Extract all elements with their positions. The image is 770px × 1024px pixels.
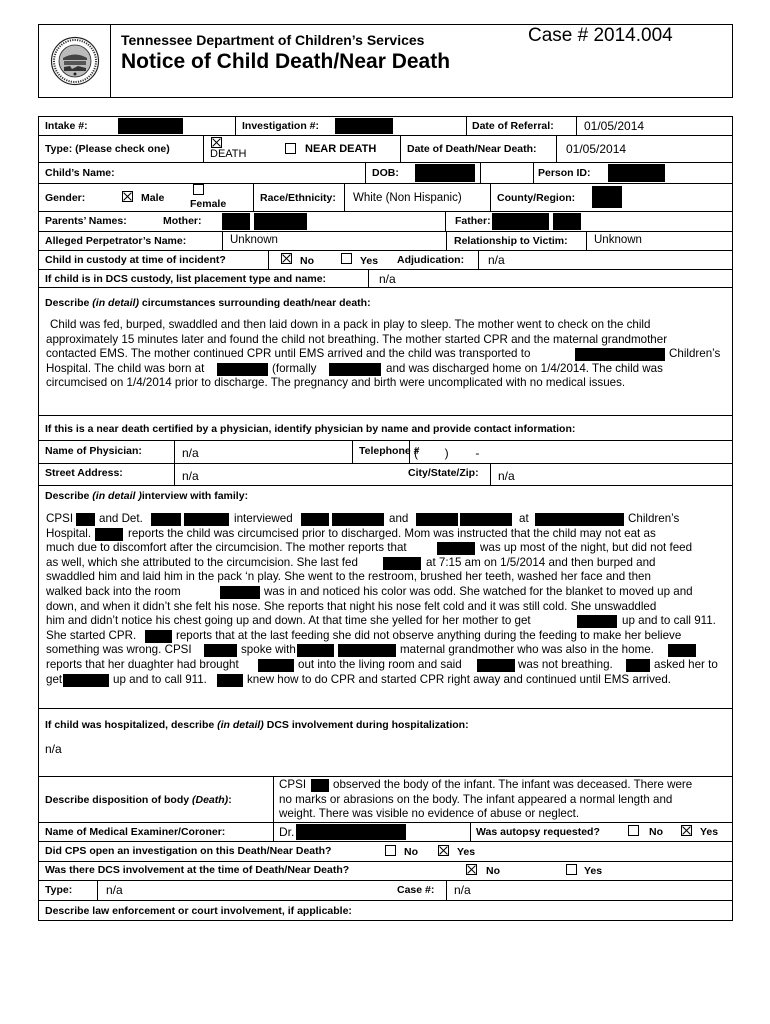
race-value[interactable]: White (Non Hispanic): [353, 192, 462, 204]
dcs-no-checkbox[interactable]: [466, 864, 477, 875]
redacted-name: [577, 615, 617, 628]
redacted-father-first: [492, 213, 549, 230]
death-checkbox[interactable]: [211, 137, 222, 148]
redacted-interviewee-2b: [460, 513, 512, 526]
redacted-county: [592, 186, 622, 208]
redacted-cpsi-name: [311, 779, 329, 792]
redacted-name: [220, 586, 260, 599]
cps-no-label: No: [404, 846, 418, 858]
mother-label: Mother:: [163, 215, 202, 227]
redacted-name: [145, 630, 172, 643]
referral-date-value[interactable]: 01/05/2014: [584, 119, 645, 133]
autopsy-label: Was autopsy requested?: [476, 826, 600, 838]
parents-label: Parents’ Names:: [45, 215, 127, 227]
perpetrator-label: Alleged Perpetrator’s Name:: [45, 235, 187, 247]
type-label: Type: (Please check one): [45, 143, 170, 155]
redacted-name: [204, 644, 237, 657]
circumstances-label: Describe (in detail) circumstances surrounding death/near death:: [45, 297, 371, 309]
city-state-zip-value[interactable]: n/a: [498, 469, 515, 483]
type-row-value[interactable]: n/a: [106, 883, 123, 897]
redacted-detective-name-2: [184, 513, 229, 526]
custody-no-checkbox[interactable]: [281, 253, 292, 264]
department-name: Tennessee Department of Children’s Services: [121, 32, 425, 48]
cps-yes-checkbox[interactable]: [438, 845, 449, 856]
disposition-text[interactable]: CPSI observed the body of the infant. The infant was deceased. There were no marks or abrasions on the body. The infant appeared a normal length and weight. There was visible no evidence of abuse or neglect.: [279, 778, 693, 821]
cps-investigation-label: Did CPS open an investigation on this Death/Near Death?: [45, 845, 332, 857]
telephone-label: Telephone #: [359, 445, 420, 457]
redacted-name: [383, 557, 421, 570]
redacted-name: [217, 674, 243, 687]
redacted-interviewee-2a: [416, 513, 458, 526]
redacted-former-hospital: [329, 363, 381, 376]
medical-examiner-prefix: Dr.: [279, 825, 295, 839]
dcs-no-label: No: [486, 865, 500, 877]
redacted-mother-first: [222, 213, 250, 230]
autopsy-yes-checkbox[interactable]: [681, 825, 692, 836]
redacted-name: [297, 644, 334, 657]
redacted-cpsi-name: [76, 513, 95, 526]
redacted-name: [338, 644, 396, 657]
medical-examiner-label: Name of Medical Examiner/Coroner:: [45, 826, 226, 838]
redacted-medical-examiner: [296, 824, 406, 840]
disposition-label: Describe disposition of body (Death):: [45, 794, 232, 806]
hospitalization-value[interactable]: n/a: [45, 742, 62, 756]
telephone-value[interactable]: ( ) -: [414, 446, 480, 460]
redacted-mother-last: [254, 213, 307, 230]
county-label: County/Region:: [497, 192, 576, 204]
redacted-investigation-number: [335, 118, 393, 134]
custody-label: Child in custody at time of incident?: [45, 254, 226, 266]
type-row-label: Type:: [45, 884, 73, 896]
redacted-interviewee-1b: [332, 513, 384, 526]
intake-label: Intake #:: [45, 120, 88, 132]
death-label: DEATH: [210, 148, 247, 160]
cps-no-checkbox[interactable]: [385, 845, 396, 856]
dcs-involvement-label: Was there DCS involvement at the time of Death/Near Death?: [45, 864, 350, 876]
gender-label: Gender:: [45, 192, 86, 204]
male-label: Male: [141, 192, 165, 204]
case-row-value[interactable]: n/a: [454, 883, 471, 897]
hospitalization-label: If child was hospitalized, describe (in detail) DCS involvement during hospitalization:: [45, 719, 469, 731]
redacted-birth-hospital: [217, 363, 268, 376]
interview-label: Describe (in detail )interview with family:: [45, 490, 249, 502]
adjudication-value[interactable]: n/a: [488, 253, 505, 267]
investigation-label: Investigation #:: [242, 120, 320, 132]
referral-date-label: Date of Referral:: [472, 120, 554, 132]
near-death-label: NEAR DEATH: [305, 143, 377, 155]
perpetrator-value[interactable]: Unknown: [230, 234, 278, 246]
case-row-label: Case #:: [397, 884, 435, 896]
relationship-label: Relationship to Victim:: [454, 235, 568, 247]
placement-label: If child is in DCS custody, list placement type and name:: [45, 273, 327, 285]
placement-value[interactable]: n/a: [379, 272, 396, 286]
redacted-name: [626, 659, 650, 672]
circumstances-text[interactable]: Child was fed, burped, swaddled and then laid down in a pack in play to sleep. The mother went to check on the child approximately 15 minutes later and found the child not breathing. The mother started CPR and the maternal grandmother contacted EMS. The mother continued CPR until EMS arrived and the child was transported to Children’s Hospital. The child was born at (formally and was discharged home on 1/4/2014. The child was circumcised on 1/4/2014 prior to discharge. The pregnancy and birth were uncomplicated with no medical issues.: [46, 318, 721, 390]
relationship-value[interactable]: Unknown: [594, 234, 642, 246]
street-address-value[interactable]: n/a: [182, 469, 199, 483]
tennessee-state-seal-icon: [50, 36, 100, 86]
female-checkbox[interactable]: [193, 184, 204, 195]
redacted-interview-hospital: [535, 513, 624, 526]
redacted-interviewee-1a: [301, 513, 329, 526]
redacted-father-last: [553, 213, 581, 230]
dcs-yes-checkbox[interactable]: [566, 864, 577, 875]
city-state-zip-label: City/State/Zip:: [408, 467, 479, 479]
child-name-label: Child’s Name:: [45, 167, 115, 179]
autopsy-yes-label: Yes: [700, 826, 719, 838]
physician-name-value[interactable]: n/a: [182, 446, 199, 460]
near-death-physician-label: If this is a near death certified by a physician, identify physician by name and provide contact information:: [45, 423, 576, 435]
redacted-intake-number: [118, 118, 183, 134]
form-title: Notice of Child Death/Near Death: [121, 50, 451, 73]
race-label: Race/Ethnicity:: [260, 192, 336, 204]
redacted-person-id: [608, 164, 665, 182]
redacted-name: [258, 659, 294, 672]
death-date-value[interactable]: 01/05/2014: [566, 142, 627, 156]
custody-yes-label: Yes: [360, 255, 379, 267]
redacted-dob: [415, 164, 475, 182]
redacted-name: [437, 542, 475, 555]
redacted-name: [477, 659, 515, 672]
dob-label: DOB:: [372, 167, 399, 179]
interview-text[interactable]: CPSI and Det. interviewed and at Children’s Hospital. reports the child was circumcised prior to discharged. Mom was instructed that the child may not eat as much due to discomfort after the circumcision. The mother reports that was up most of the night, but did not feed as well, which she attributed to the circumcision. She last fed at 7:15 am on 1/5/2014 and then burped and swaddled him and laid him in the pack ‘n play. She went to the restroom, brushed her teeth, washed her face and then walked back into the room was in and noticed his color was odd. She watched for the blanket to moved up and down, and when it didn’t she felt his nose. She reports that night his nose felt cold and it was still cold. She unswaddled him and didn’t notice his chest going up and down. At that time she yelled for her mother to get up and to call 911. She started CPR. reports that at the last feeding she did not observe anything during the feeding to make her believe something was wrong. CPSI spoke with maternal grandmother who was also in the home. reports that her duaghter had brought out into the living room and said was not breathing. asked her to get up and to call 911. knew how to do CPR and started CPR right away and continued until EMS arrived.: [46, 512, 718, 686]
near-death-checkbox[interactable]: [285, 143, 296, 154]
male-checkbox[interactable]: [122, 191, 133, 202]
dcs-yes-label: Yes: [584, 865, 603, 877]
physician-name-label: Name of Physician:: [45, 445, 142, 457]
autopsy-no-label: No: [649, 826, 663, 838]
female-label: Female: [190, 198, 227, 210]
person-id-label: Person ID:: [538, 167, 591, 179]
father-label: Father:: [455, 215, 491, 227]
redacted-hospital-name: [575, 348, 665, 361]
redacted-name: [63, 674, 109, 687]
cps-yes-label: Yes: [457, 846, 476, 858]
custody-yes-checkbox[interactable]: [341, 253, 352, 264]
death-date-label: Date of Death/Near Death:: [407, 143, 537, 155]
street-address-label: Street Address:: [45, 467, 123, 479]
case-number: Case # 2014.004: [528, 25, 673, 46]
custody-no-label: No: [300, 255, 314, 267]
redacted-name: [95, 528, 123, 541]
law-enforcement-label: Describe law enforcement or court involvement, if applicable:: [45, 905, 352, 917]
redacted-name: [668, 644, 696, 657]
redacted-detective-name-1: [151, 513, 181, 526]
autopsy-no-checkbox[interactable]: [628, 825, 639, 836]
adjudication-label: Adjudication:: [397, 254, 465, 266]
